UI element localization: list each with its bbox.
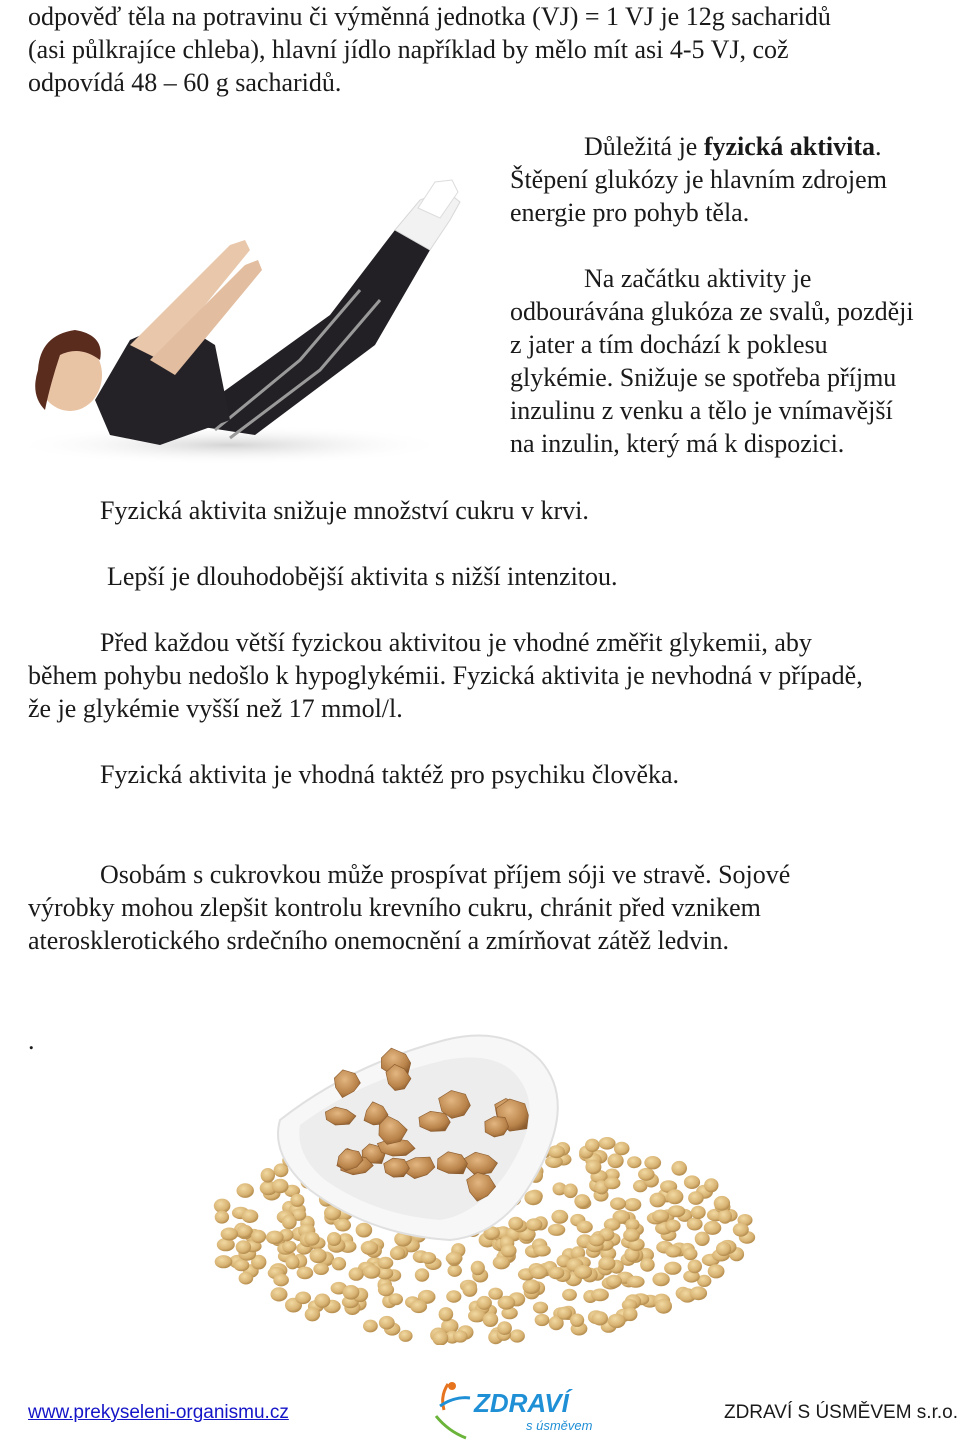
soybean	[410, 1300, 427, 1313]
soybean	[448, 1264, 462, 1277]
footer-website-link[interactable]: www.prekyseleni-organismu.cz	[28, 1402, 289, 1423]
soybean	[332, 1257, 346, 1270]
soybean	[271, 1287, 288, 1301]
soybean	[421, 1252, 437, 1264]
soybean	[361, 1241, 378, 1255]
soybean	[314, 1294, 330, 1308]
soybean	[655, 1299, 672, 1314]
soybean	[688, 1191, 704, 1205]
activity-detail	[510, 295, 914, 460]
intro-paragraph	[28, 0, 831, 99]
soybean	[718, 1209, 732, 1224]
soybean	[327, 1232, 341, 1246]
soybean	[606, 1275, 622, 1288]
soybean	[497, 1321, 512, 1335]
psyche-text: Fyzická aktivita je vhodná taktéž pro psychiku člověka.	[100, 760, 680, 789]
activity-lead-bold: fyzická aktivita	[703, 132, 875, 161]
soybean	[282, 1241, 296, 1253]
soybean	[533, 1302, 548, 1314]
soybean	[589, 1234, 605, 1247]
soybean	[251, 1230, 266, 1243]
soybean	[548, 1145, 565, 1158]
soybean	[577, 1221, 593, 1234]
soy-line-1: Osobám s cukrovkou může prospívat příjem sóji ve stravě. Sojové	[100, 860, 791, 889]
activity-detail-line-4: glykémie. Snižuje se spotřeba příjmu	[510, 363, 897, 392]
soybean	[501, 1244, 517, 1257]
exercise-photo	[0, 170, 490, 470]
soybean	[714, 1196, 730, 1211]
activity-detail-line-3: z jater a tím dochází k poklesu	[510, 330, 828, 359]
soybean	[239, 1272, 254, 1285]
reduces-sugar-text: Fyzická aktivita snižuje množství cukru v krvi.	[100, 496, 589, 525]
soybean	[415, 1268, 429, 1281]
soybean	[624, 1198, 641, 1211]
soybean	[530, 1266, 547, 1279]
soybean	[297, 1267, 314, 1280]
soybean	[733, 1223, 749, 1237]
soybean	[585, 1160, 601, 1174]
activity-lead-prefix: Důležitá je	[584, 132, 704, 161]
soybean	[563, 1184, 577, 1199]
soy-paragraph	[28, 858, 790, 957]
soybean	[652, 1273, 669, 1287]
activity-detail-line-6: na inzulin, který má k dispozici.	[510, 429, 845, 458]
soybean	[684, 1175, 700, 1189]
soybean	[608, 1314, 626, 1328]
soybean	[215, 1255, 233, 1268]
soybean	[488, 1288, 503, 1300]
activity-lead-line-1: Štěpení glukózy je hlavním zdrojem	[510, 165, 887, 194]
logo-main-text: ZDRAVÍ	[474, 1388, 569, 1418]
soybean	[378, 1257, 394, 1269]
soybean	[574, 1194, 590, 1208]
soybean	[551, 1210, 568, 1224]
measure-line-1: Před každou větší fyzickou aktivitou je vhodné změřit glykemii, aby	[100, 628, 812, 657]
soybean	[453, 1330, 468, 1342]
soybean	[627, 1276, 645, 1288]
soybean	[432, 1331, 448, 1345]
soybean	[695, 1232, 710, 1246]
soybean	[439, 1307, 454, 1321]
longer-better-text: Lepší je dlouhodobější aktivita s nižší intenzitou.	[107, 562, 618, 591]
soybean	[640, 1258, 655, 1272]
soybean	[290, 1194, 304, 1207]
soybean	[533, 1245, 550, 1257]
measure-line-3: že je glykémie vyšší než 17 mmol/l.	[28, 694, 403, 723]
soybean	[585, 1139, 600, 1152]
measure-line-2: během pohybu nedošlo k hypoglykémii. Fyzická aktivita je nevhodná v případě,	[28, 661, 863, 690]
soybean	[523, 1279, 541, 1294]
soybean	[690, 1286, 707, 1300]
soybean	[343, 1285, 360, 1300]
soybean	[652, 1210, 669, 1223]
soybean	[335, 1219, 351, 1232]
soybean	[508, 1217, 523, 1230]
soybean	[471, 1261, 485, 1275]
soybean	[524, 1190, 542, 1205]
soybean	[671, 1161, 687, 1176]
intro-line-1: odpověď těla na potravinu či výměnná jednotka (VJ) = 1 VJ je 12g sacharidů	[28, 2, 831, 31]
stray-dot: .	[28, 1026, 35, 1055]
soybean	[650, 1193, 666, 1208]
soybean	[591, 1289, 609, 1302]
soybean	[598, 1257, 615, 1271]
soybean	[716, 1242, 731, 1256]
soybean	[379, 1316, 395, 1330]
activity-detail-line-2: odbourávána glukóza ze svalů, později	[510, 297, 914, 326]
soybean	[363, 1320, 378, 1333]
soybean	[221, 1228, 238, 1241]
soybean	[399, 1330, 413, 1342]
soybean	[266, 1231, 284, 1245]
soybean	[548, 1267, 564, 1279]
soybean	[627, 1156, 641, 1168]
soybean	[390, 1247, 405, 1261]
soybean	[477, 1296, 492, 1310]
activity-detail-line-5: inzulinu z venku a tělo je vnímavější	[510, 396, 893, 425]
soy-line-2: výrobky mohou zlepšit kontrolu krevního cukru, chránit před vznikem	[28, 893, 761, 922]
soybean	[688, 1260, 702, 1274]
soybean	[535, 1314, 550, 1326]
soybean	[604, 1177, 620, 1189]
soybean	[446, 1290, 461, 1302]
soybean	[665, 1245, 681, 1257]
soybean	[493, 1256, 510, 1270]
soybean	[683, 1248, 697, 1261]
soybean	[570, 1314, 584, 1327]
soybean	[665, 1220, 680, 1233]
soybean	[691, 1206, 706, 1219]
soybean	[286, 1255, 300, 1269]
zdravi-logo	[430, 1376, 605, 1444]
activity-lead-line-2: energie pro pohyb těla.	[510, 198, 750, 227]
soybean	[363, 1265, 380, 1279]
soybean	[599, 1137, 616, 1150]
soy-photo	[200, 985, 760, 1345]
soybean	[273, 1274, 289, 1287]
soybean	[272, 1179, 289, 1193]
soybean	[704, 1178, 718, 1192]
soybean	[687, 1218, 703, 1231]
soybean	[237, 1225, 252, 1238]
soybean	[313, 1263, 329, 1275]
soybean	[592, 1311, 608, 1325]
soybean	[638, 1168, 655, 1181]
soybean	[614, 1142, 630, 1156]
footer-company-name: ZDRAVÍ S ÚSMĚVEM s.r.o.	[723, 1402, 958, 1423]
soybean	[483, 1312, 499, 1327]
intro-line-3: odpovídá 48 – 60 g sacharidů.	[28, 68, 342, 97]
soybean	[446, 1252, 463, 1265]
soybean	[234, 1259, 250, 1271]
soybean	[608, 1153, 624, 1168]
logo-sub-text: s úsměvem	[526, 1418, 593, 1433]
soybean	[261, 1168, 275, 1183]
soybean	[644, 1156, 661, 1169]
soybean	[510, 1329, 525, 1342]
soybean	[574, 1265, 592, 1279]
soybean	[610, 1197, 626, 1210]
soybean	[462, 1282, 477, 1297]
soybean	[708, 1264, 725, 1278]
soybean	[388, 1293, 403, 1305]
activity-detail-first: Na začátku aktivity je	[584, 264, 812, 293]
soybean	[310, 1248, 327, 1263]
soybean	[664, 1262, 681, 1275]
activity-lead	[584, 130, 882, 163]
soybean	[304, 1232, 319, 1246]
soybean	[242, 1209, 259, 1223]
soybean	[623, 1229, 640, 1242]
soybean	[557, 1307, 572, 1320]
soybean	[349, 1267, 364, 1280]
soybean	[356, 1223, 373, 1238]
intro-line-2: (asi půlkrajíce chleba), hlavní jídlo například by mělo mít asi 4-5 VJ, což	[28, 35, 789, 64]
soybean	[526, 1218, 542, 1231]
soybean	[548, 1224, 565, 1236]
soybean	[562, 1289, 577, 1301]
soy-line-3: aterosklerotického srdečního onemocnění a zmírňovat zátěž ledvin.	[28, 926, 729, 955]
soybean	[666, 1189, 683, 1204]
soybean	[237, 1183, 254, 1198]
soybean	[295, 1292, 311, 1305]
soybean	[704, 1221, 722, 1235]
soybean	[305, 1307, 320, 1321]
soybean	[282, 1215, 297, 1230]
soybean	[215, 1211, 229, 1224]
activity-lead-suffix: .	[875, 132, 882, 161]
activity-lead-continuation	[510, 163, 887, 229]
soybean	[668, 1205, 685, 1217]
soybean	[236, 1240, 251, 1254]
measure-paragraph	[28, 626, 863, 725]
